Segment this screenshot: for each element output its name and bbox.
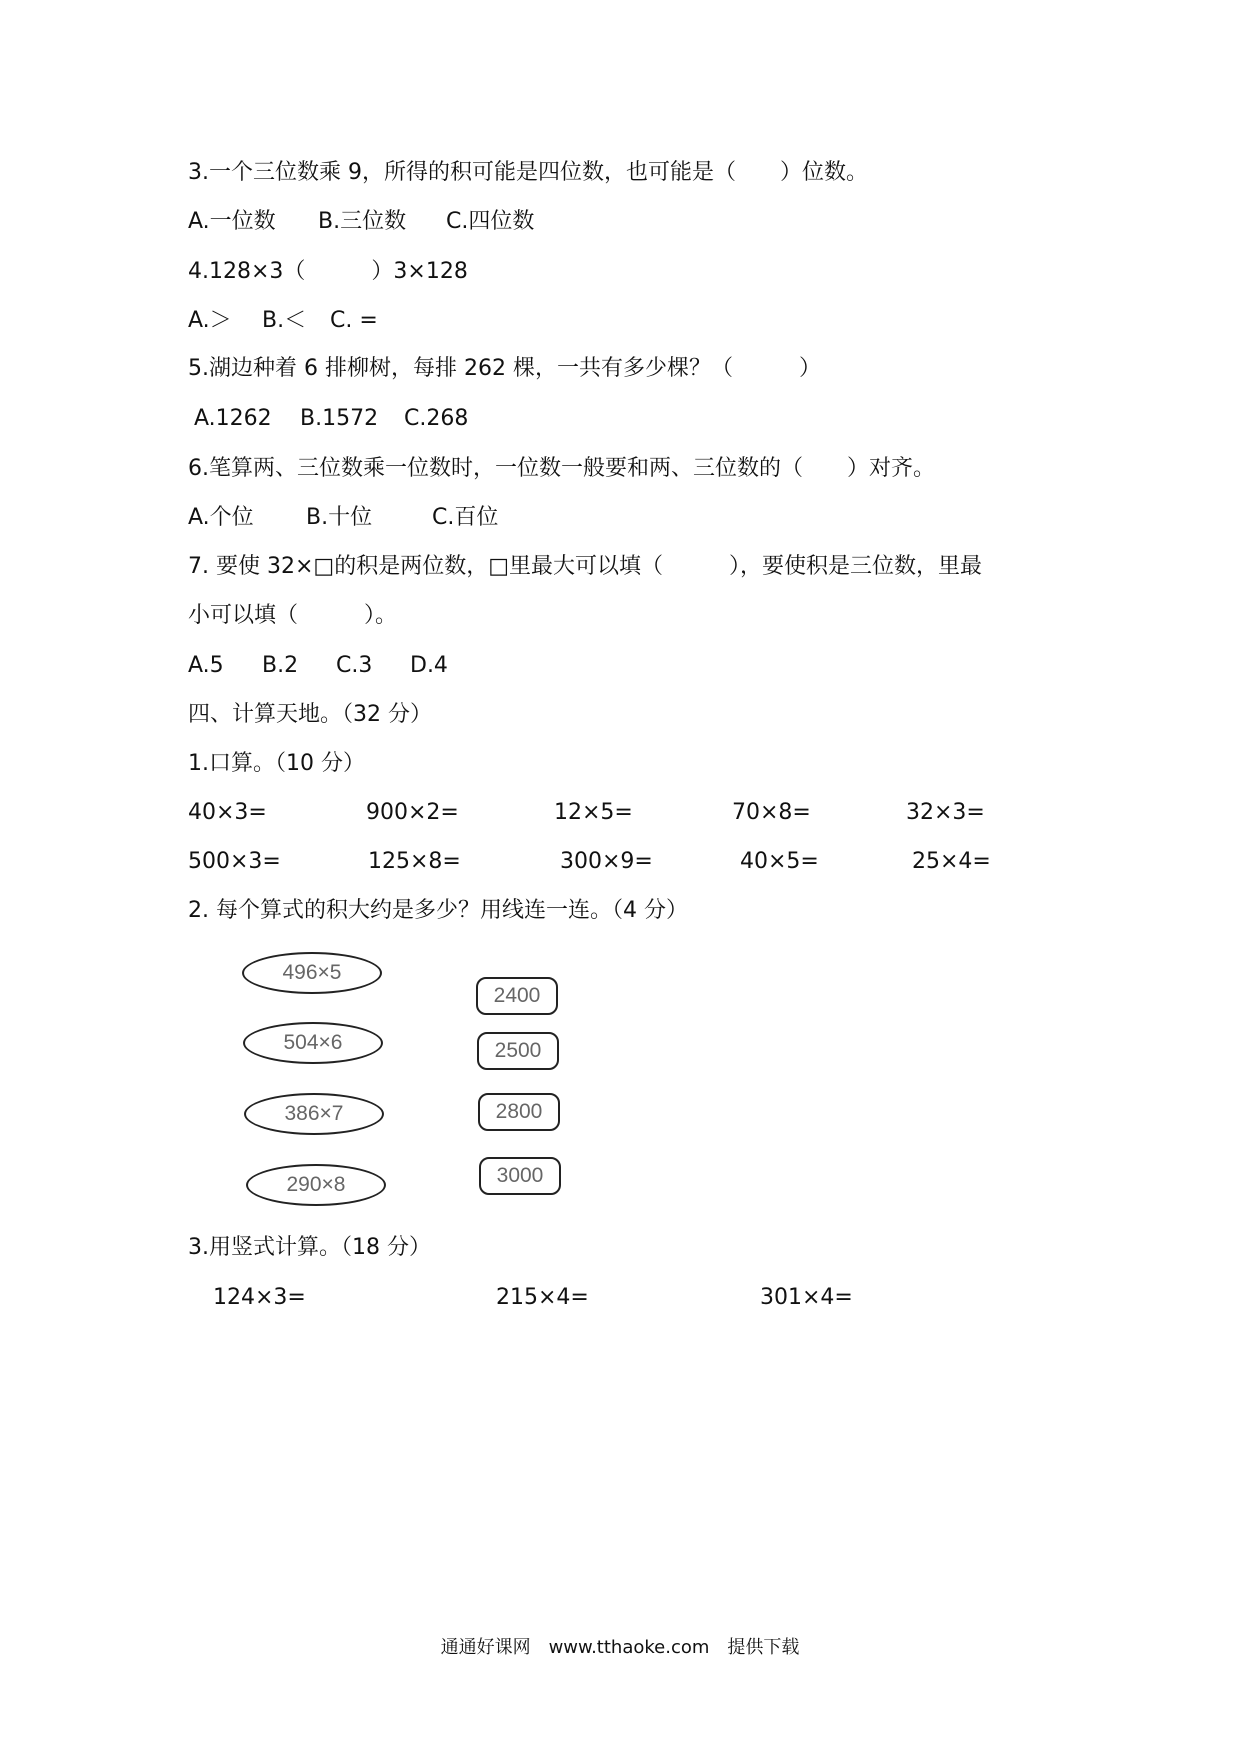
vertical-problem: 215×4=	[496, 1285, 589, 1310]
oral-problem: 900×2=	[366, 800, 459, 825]
q7-option-a: A.5	[188, 653, 224, 678]
oral-problem: 32×3=	[906, 800, 985, 825]
q6-option-a: A.个位	[188, 505, 254, 530]
q4-option-c: C. =	[330, 308, 378, 333]
oral-problem: 125×8=	[368, 849, 461, 874]
q3-option-a: A.一位数	[188, 209, 276, 234]
oral-calc-title: 1.口算。（10 分）	[188, 751, 365, 776]
expression-oval: 496×5	[242, 952, 382, 994]
oral-problem: 40×5=	[740, 849, 819, 874]
oral-problem: 12×5=	[554, 800, 633, 825]
oral-problem: 300×9=	[560, 849, 653, 874]
q7-option-c: C.3	[336, 653, 373, 678]
q7-option-d: D.4	[410, 653, 448, 678]
oral-problem: 40×3=	[188, 800, 267, 825]
question-3-text: 3.一个三位数乘 9，所得的积可能是四位数，也可能是（ ）位数。	[188, 160, 868, 185]
answer-box: 2400	[476, 977, 558, 1015]
q5-option-a: A.1262	[194, 406, 272, 431]
q5-option-b: B.1572	[300, 406, 379, 431]
q6-option-b: B.十位	[306, 505, 373, 530]
oral-problem: 70×8=	[732, 800, 811, 825]
vertical-calc-title: 3.用竖式计算。（18 分）	[188, 1235, 431, 1260]
question-4-text: 4.128×3（ ）3×128	[188, 259, 468, 284]
q3-option-c: C.四位数	[446, 209, 535, 234]
expression-oval: 290×8	[246, 1164, 386, 1206]
expression-oval: 504×6	[243, 1022, 383, 1064]
question-7-text-line1: 7. 要使 32×□的积是两位数，□里最大可以填（ ），要使积是三位数，里最	[188, 554, 982, 579]
question-7-text-line2: 小可以填（ ）。	[188, 603, 398, 628]
answer-box: 2500	[477, 1032, 559, 1070]
footer-source: 通通好课网 www.tthaoke.com 提供下载	[440, 1637, 800, 1658]
expression-oval: 386×7	[244, 1093, 384, 1135]
vertical-problem: 124×3=	[213, 1285, 306, 1310]
answer-box: 3000	[479, 1157, 561, 1195]
question-5-text: 5.湖边种着 6 排柳树，每排 262 棵，一共有多少棵？（ ）	[188, 356, 821, 381]
q6-option-c: C.百位	[432, 505, 499, 530]
answer-box: 2800	[478, 1093, 560, 1131]
q5-option-c: C.268	[404, 406, 469, 431]
oral-problem: 25×4=	[912, 849, 991, 874]
oral-problem: 500×3=	[188, 849, 281, 874]
q7-option-b: B.2	[262, 653, 299, 678]
question-6-text: 6.笔算两、三位数乘一位数时，一位数一般要和两、三位数的（ ）对齐。	[188, 456, 935, 481]
section-4-title: 四、计算天地。（32 分）	[188, 702, 432, 727]
q4-option-b: B.＜	[262, 308, 307, 333]
vertical-problem: 301×4=	[760, 1285, 853, 1310]
q4-option-a: A.＞	[188, 308, 232, 333]
estimate-title: 2. 每个算式的积大约是多少？用线连一连。（4 分）	[188, 898, 688, 923]
q3-option-b: B.三位数	[318, 209, 407, 234]
